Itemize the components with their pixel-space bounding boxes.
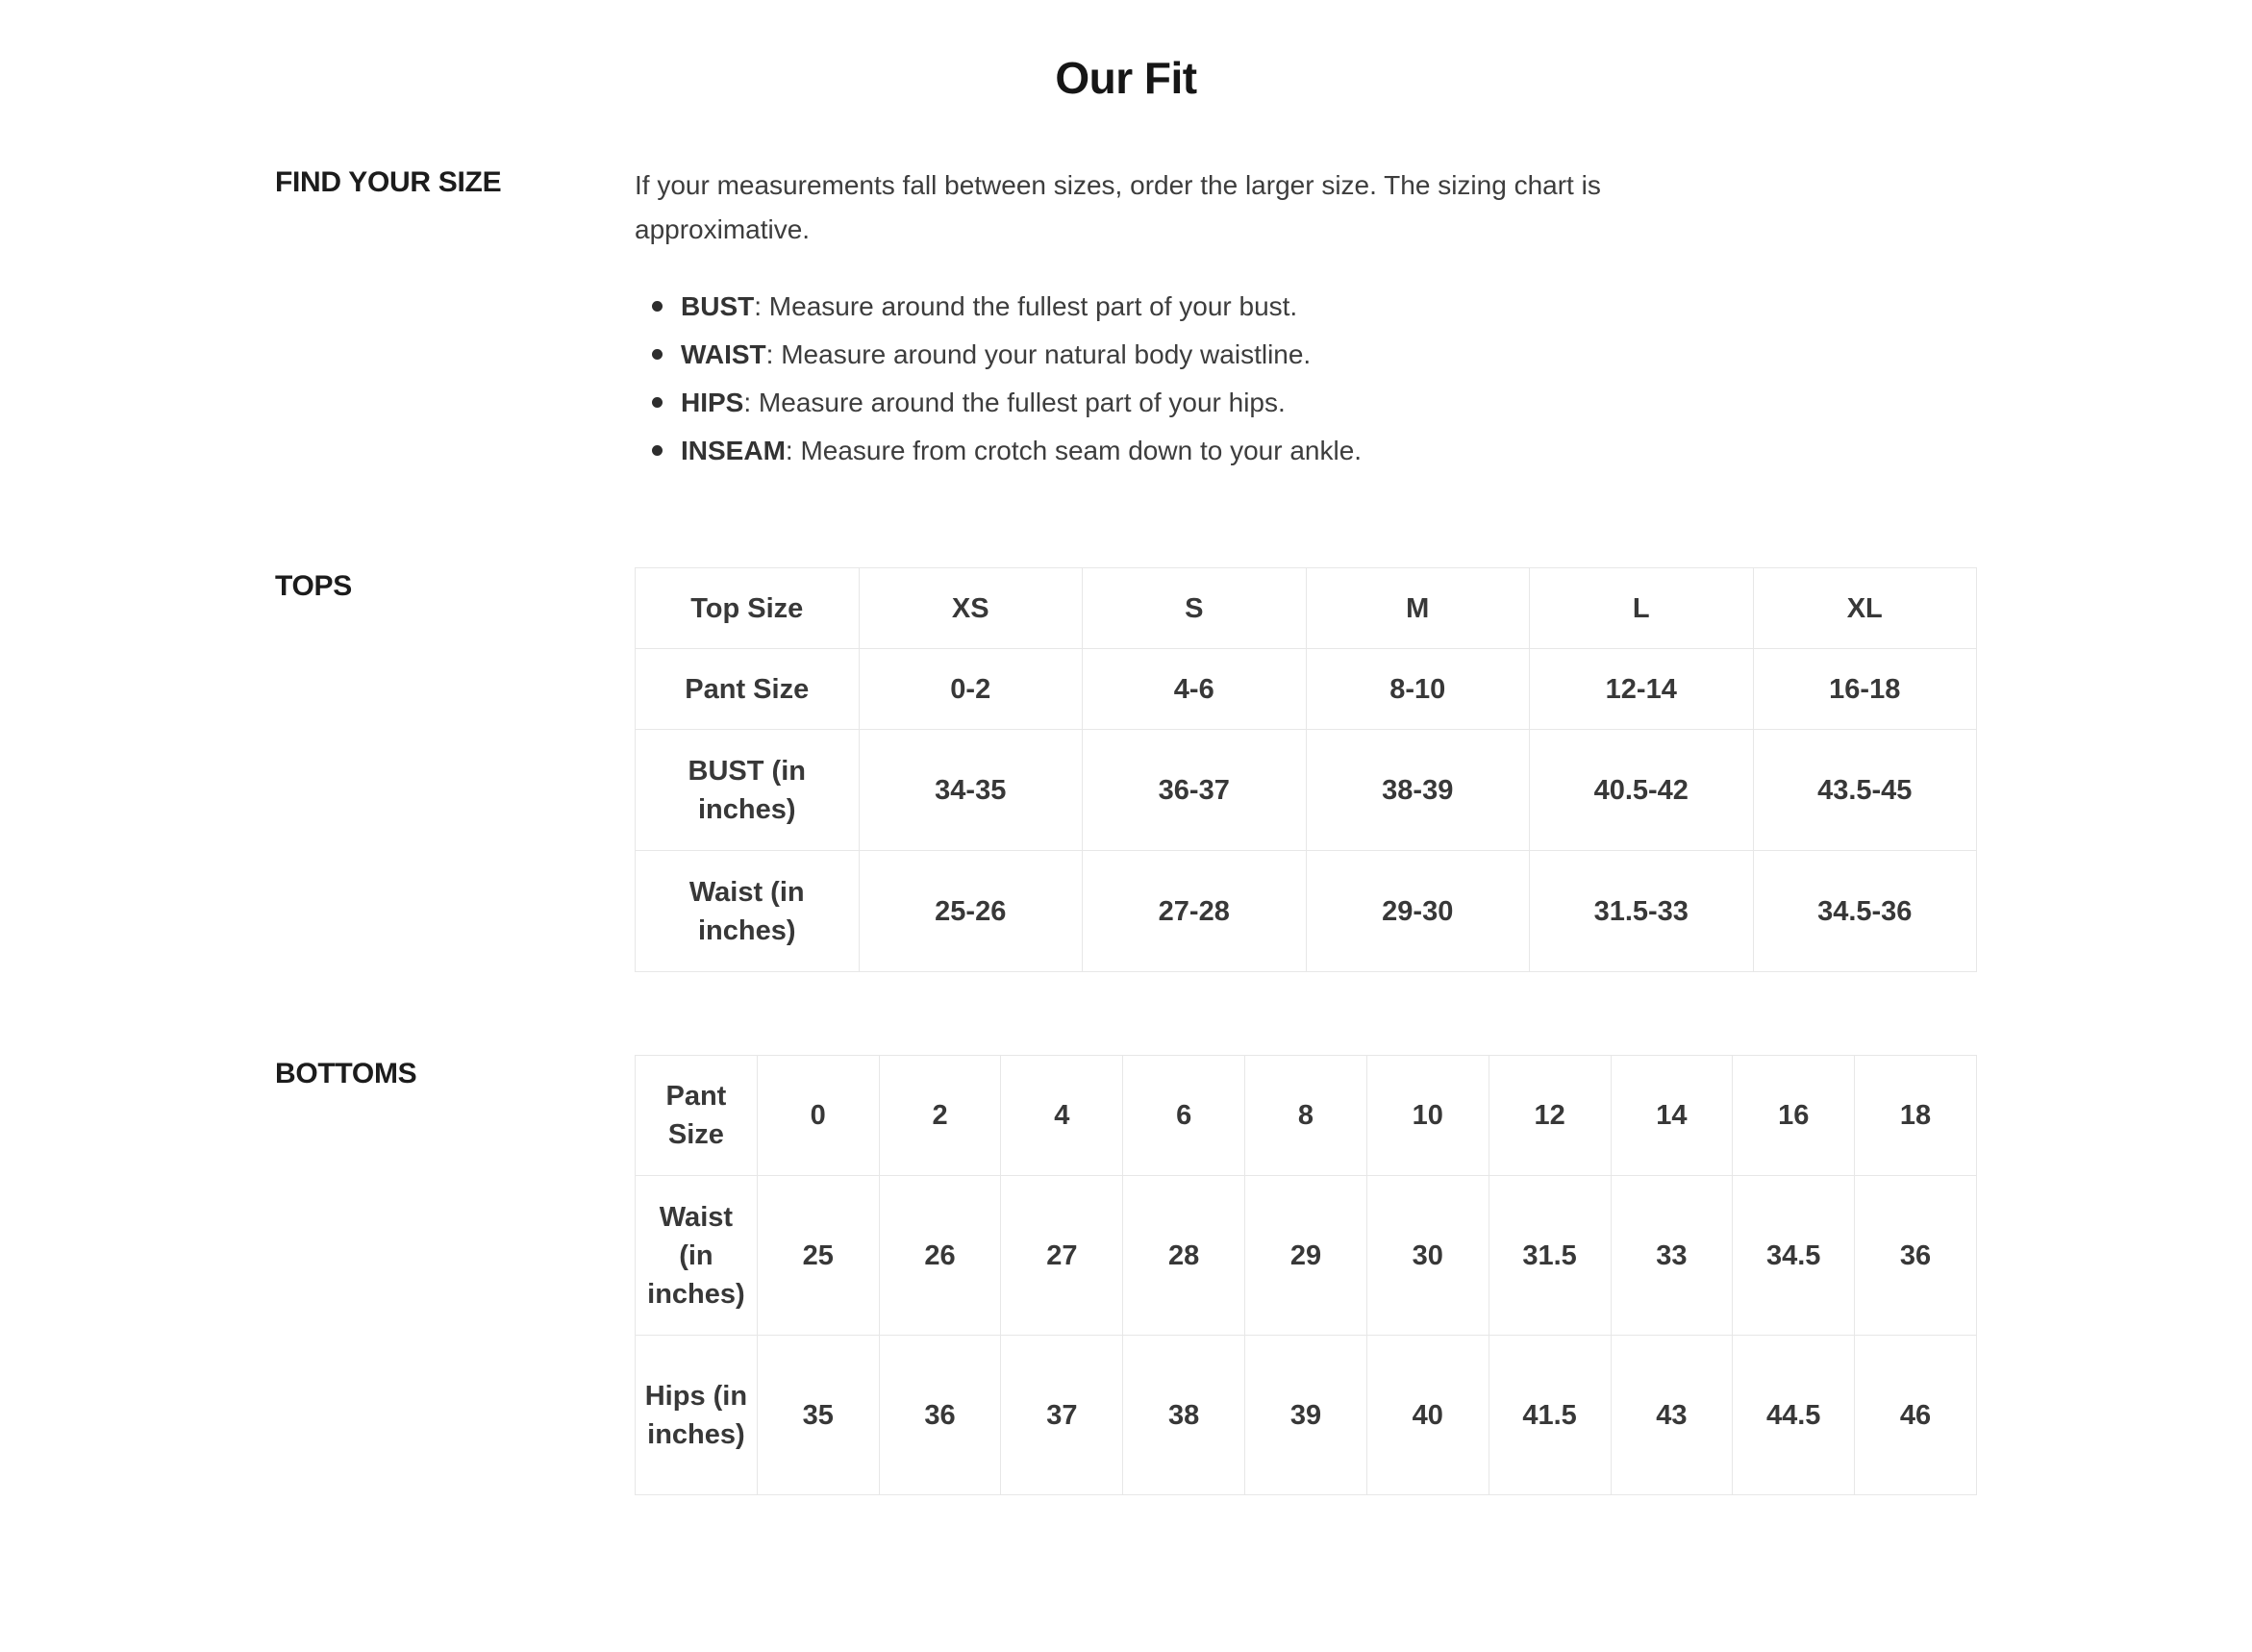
measurement-description: : Measure around the fullest part of your bust. [754,291,1298,321]
table-row [636,568,1977,649]
measurement-term: HIPS [681,388,744,417]
value-cell: 14 [1611,1056,1733,1176]
tops-size-table [635,567,1977,972]
measurement-description: : Measure around your natural body waistline. [765,339,1312,369]
value-cell: 30 [1366,1176,1489,1336]
value-cell: 8-10 [1306,649,1530,730]
value-cell: 10 [1366,1056,1489,1176]
value-cell: 36 [1855,1176,1977,1336]
table-row [636,1056,1977,1176]
value-cell: 25-26 [859,851,1083,972]
value-cell: 29 [1245,1176,1367,1336]
value-cell: 2 [879,1056,1001,1176]
tops-heading: TOPS [275,570,352,602]
value-cell: 31.5-33 [1530,851,1754,972]
sizing-intro-text: If your measurements fall between sizes, order the larger size. The sizing chart is approximative. [635,170,1601,244]
bottoms-section [275,1055,1977,1495]
value-cell: 0 [757,1056,879,1176]
value-cell: S [1083,568,1307,649]
measurement-term: BUST [681,291,755,321]
page-title: Our Fit [1055,53,1197,103]
value-cell: 12 [1489,1056,1611,1176]
tops-section [275,567,1977,972]
measurement-item [663,388,1977,417]
value-cell: 36-37 [1083,730,1307,851]
table-row [636,851,1977,972]
value-cell: 4 [1001,1056,1123,1176]
table-row [636,1336,1977,1495]
value-cell: 29-30 [1306,851,1530,972]
value-cell: 8 [1245,1056,1367,1176]
find-your-size-section [275,163,1977,485]
row-label-cell: Hips (in inches) [636,1336,758,1495]
value-cell: 43.5-45 [1753,730,1977,851]
value-cell: 36 [879,1336,1001,1495]
value-cell: L [1530,568,1754,649]
value-cell: 27 [1001,1176,1123,1336]
measurement-item [663,437,1977,465]
value-cell: 39 [1245,1336,1367,1495]
value-cell: 40.5-42 [1530,730,1754,851]
value-cell: 12-14 [1530,649,1754,730]
row-label-cell: Pant Size [636,1056,758,1176]
measurement-description: : Measure from crotch seam down to your ankle. [785,436,1363,465]
row-label-cell: Pant Size [636,649,860,730]
tops-content [635,567,1977,972]
value-cell: 38-39 [1306,730,1530,851]
table-row [636,1176,1977,1336]
value-cell: 43 [1611,1336,1733,1495]
value-cell: 44.5 [1733,1336,1855,1495]
value-cell: 25 [757,1176,879,1336]
value-cell: 28 [1123,1176,1245,1336]
find-your-size-label-column [275,163,635,199]
value-cell: 34.5 [1733,1176,1855,1336]
value-cell: 16 [1733,1056,1855,1176]
measurement-instructions-list [635,292,1977,465]
bottoms-size-table [635,1055,1977,1495]
row-label-cell: Waist (in inches) [636,851,860,972]
value-cell: 27-28 [1083,851,1307,972]
value-cell: 34.5-36 [1753,851,1977,972]
value-cell: 35 [757,1336,879,1495]
row-label-cell: Top Size [636,568,860,649]
bottoms-label-column [275,1055,635,1090]
value-cell: 33 [1611,1176,1733,1336]
measurement-item [663,292,1977,321]
value-cell: 40 [1366,1336,1489,1495]
tops-label-column [275,567,635,603]
value-cell: 6 [1123,1056,1245,1176]
find-your-size-heading: FIND YOUR SIZE [275,166,502,198]
value-cell: 34-35 [859,730,1083,851]
value-cell: 41.5 [1489,1336,1611,1495]
value-cell: 46 [1855,1336,1977,1495]
measurement-term: INSEAM [681,436,786,465]
value-cell: 38 [1123,1336,1245,1495]
value-cell: 18 [1855,1056,1977,1176]
row-label-cell: Waist (in inches) [636,1176,758,1336]
value-cell: XL [1753,568,1977,649]
value-cell: M [1306,568,1530,649]
value-cell: 37 [1001,1336,1123,1495]
measurement-item [663,340,1977,369]
value-cell: XS [859,568,1083,649]
measurement-term: WAIST [681,339,766,369]
find-your-size-content [635,163,1977,485]
value-cell: 0-2 [859,649,1083,730]
table-row [636,649,1977,730]
value-cell: 4-6 [1083,649,1307,730]
table-row [636,730,1977,851]
value-cell: 31.5 [1489,1176,1611,1336]
content-container [275,163,1977,1495]
bottoms-content [635,1055,1977,1495]
value-cell: 26 [879,1176,1001,1336]
row-label-cell: BUST (in inches) [636,730,860,851]
measurement-description: : Measure around the fullest part of your hips. [743,388,1286,417]
bottoms-heading: BOTTOMS [275,1058,417,1089]
value-cell: 16-18 [1753,649,1977,730]
